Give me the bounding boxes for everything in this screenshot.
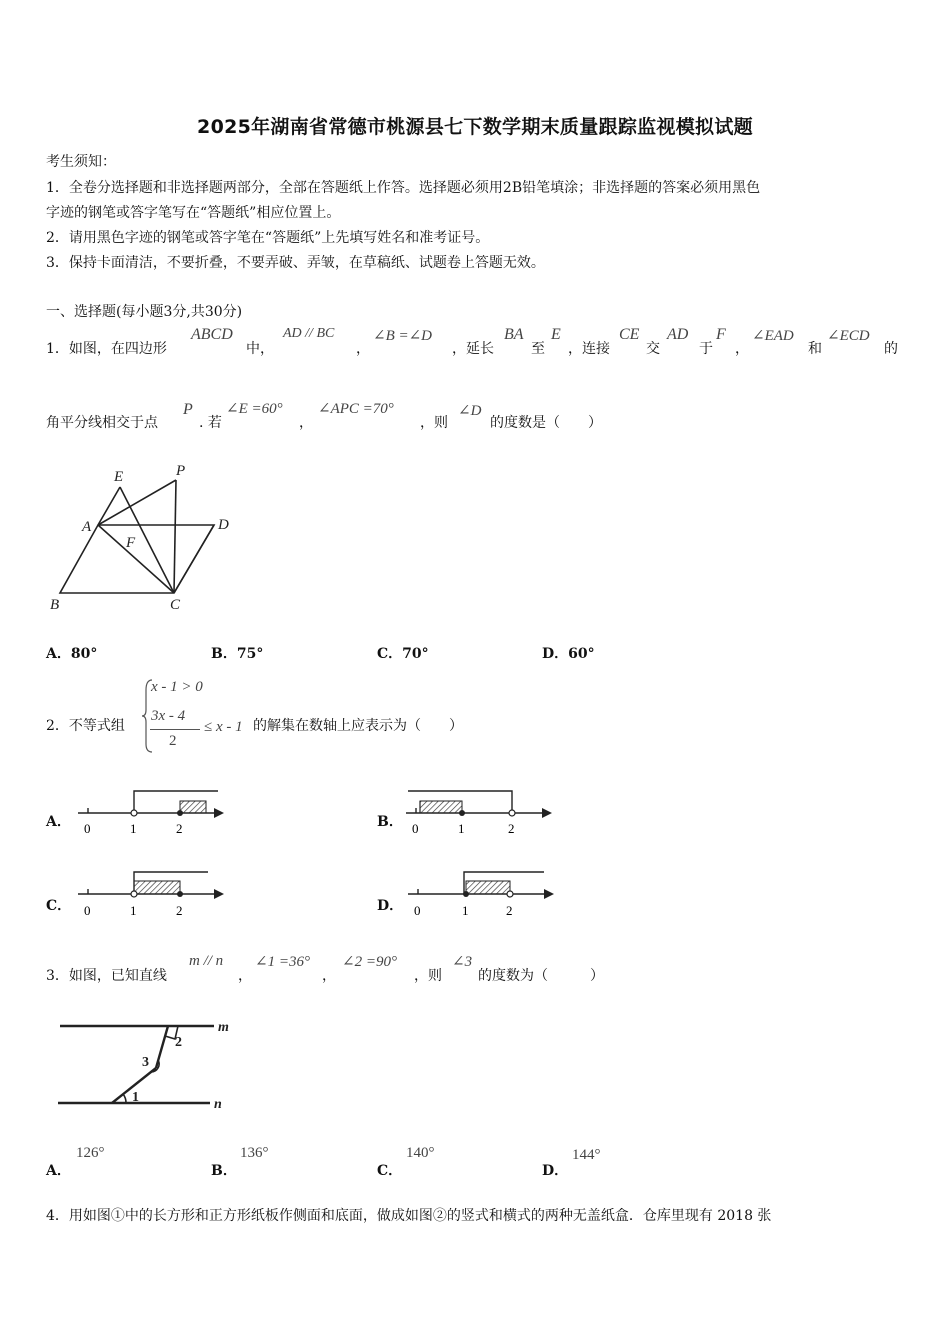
q3-option-d-value[interactable]: 144° [572, 1147, 601, 1163]
q2-option-b-numberline[interactable] [402, 786, 552, 838]
q3-label-3: 3 [142, 1055, 149, 1070]
q1-comma-2: ， [735, 341, 749, 357]
q1-option-d[interactable]: D．60° [542, 646, 595, 662]
q2-number: 2．不等式组 [46, 718, 125, 734]
q1-text-de: 的 [884, 341, 898, 357]
q1-option-a[interactable]: A．80° [46, 646, 98, 662]
q1-f: F [716, 326, 726, 343]
q1-ad-parallel-bc: AD // BC [283, 326, 335, 341]
q3-figure [54, 1010, 244, 1120]
q1-line2-text: 角平分线相交于点 [46, 415, 158, 431]
q3-option-d-label[interactable]: D． [542, 1163, 569, 1179]
q3-text-ze: ，则 [414, 968, 442, 984]
q4-text: 4．用如图①中的长方形和正方形纸板作侧面和底面，做成如图②的竖式和横式的两种无盖纸盒．仓库里现有 2018 张 [46, 1208, 772, 1224]
q1-comma-1: ， [356, 341, 370, 357]
q3-m-parallel-n: m // n [189, 953, 224, 969]
q1-line-dc [174, 525, 214, 593]
q2-d-tick-1: 1 [462, 903, 469, 918]
q2-option-a-numberline[interactable] [74, 786, 224, 838]
q1-abcd: ABCD [191, 326, 233, 343]
q1-angle-apc-70: ∠APC =70° [318, 401, 394, 417]
q3-line-upper-segment [156, 1026, 168, 1068]
q2-a-tick-0: 0 [84, 821, 91, 836]
q3-angle-1-36: ∠1 =36° [255, 954, 310, 970]
q1-option-c[interactable]: C．70° [377, 646, 429, 662]
q1-line-ap [98, 480, 176, 525]
q1-text-ze: ，则 [420, 415, 448, 431]
q2-a-tick-2: 2 [176, 821, 183, 836]
notice-line-2: 2．请用黑色字迹的钢笔或答字笔在“答题纸”上先填写姓名和准考证号。 [46, 230, 490, 246]
q1-ce: CE [619, 326, 640, 343]
q2-fraction-numerator: 3x - 4 [151, 708, 186, 724]
q2-d-tick-2: 2 [506, 903, 513, 918]
q1-number: 1．如图，在四边形 [46, 341, 167, 357]
q2-option-b-label[interactable]: B． [377, 814, 403, 830]
q1-line-ac [98, 525, 174, 593]
notice-line-3: 3．保持卡面清洁，不要折叠，不要弄破、弄皱，在草稿纸、试题卷上答题无效。 [46, 255, 545, 271]
q1-label-p: P [176, 463, 186, 479]
q1-label-a: A [82, 519, 92, 535]
q1-e: E [551, 326, 561, 343]
q3-label-1: 1 [132, 1090, 139, 1105]
q1-text-lianjie: ，连接 [568, 341, 610, 357]
section-heading: 一、选择题(每小题3分,共30分) [46, 304, 243, 320]
q3-label-m: m [218, 1020, 229, 1035]
q3-option-a-label[interactable]: A． [46, 1163, 71, 1179]
q3-option-a-value[interactable]: 126° [76, 1145, 105, 1161]
q2-c-tick-1: 1 [130, 903, 137, 918]
q1-angle-e-60: ∠E =60° [226, 401, 283, 417]
q1-ba: BA [504, 326, 524, 343]
q2-option-c-numberline[interactable] [74, 867, 224, 921]
q1-angle-ead: ∠EAD [752, 328, 794, 344]
q1-angle-d: ∠D [458, 403, 482, 419]
q1-text-he: 和 [808, 341, 822, 357]
q2-inequality-2-rhs: ≤ x - 1 [204, 719, 243, 735]
q1-label-c: C [170, 597, 181, 613]
q2-text: 的解集在数轴上应表示为（ ） [253, 718, 463, 734]
q2-b-tick-2: 2 [508, 821, 515, 836]
q2-option-d-numberline[interactable] [404, 867, 554, 921]
q3-angle-3: ∠3 [452, 954, 473, 970]
q1-angle-ecd: ∠ECD [827, 328, 870, 344]
q3-option-c-value[interactable]: 140° [406, 1145, 435, 1161]
q1-point-p: P [183, 401, 193, 418]
q3-option-b-label[interactable]: B． [211, 1163, 237, 1179]
q2-d-tick-0: 0 [414, 903, 421, 918]
q1-text-zhong: 中， [246, 341, 274, 357]
q2-b-tick-0: 0 [412, 821, 419, 836]
q2-b-tick-1: 1 [458, 821, 465, 836]
q3-option-b-value[interactable]: 136° [240, 1145, 269, 1161]
q3-text: 的度数为（ ） [478, 968, 604, 984]
q1-text-yanchang: ，延长 [452, 341, 494, 357]
notice-line-1-cont: 字迹的钢笔或答字笔写在“答题纸”相应位置上。 [46, 205, 341, 221]
q1-text-jiao: 交 [646, 341, 660, 357]
q3-arc-1 [123, 1094, 126, 1103]
q1-angle-b-eq-d: ∠B =∠D [373, 328, 433, 344]
q1-comma-3: ， [299, 415, 313, 431]
q3-comma-2: ， [322, 968, 336, 984]
q1-label-b: B [50, 597, 60, 613]
q2-option-d-label[interactable]: D． [377, 898, 404, 914]
q1-text-end: 的度数是（ ） [490, 415, 602, 431]
q2-fraction-denominator: 2 [169, 733, 177, 749]
q2-inequality-1: x - 1 > 0 [151, 679, 203, 695]
q2-option-c-label[interactable]: C． [46, 898, 72, 914]
q3-comma-1: ， [238, 968, 252, 984]
q1-ad: AD [667, 326, 689, 343]
notice-line-1: 1．全卷分选择题和非选择题两部分，全部在答题纸上作答。选择题必须用2B铅笔填涂；非选择题的答案必须用黑色 [46, 180, 761, 196]
q2-a-tick-1: 1 [130, 821, 137, 836]
q2-fraction-bar [150, 729, 200, 730]
q3-angle-2-90: ∠2 =90° [342, 954, 397, 970]
q1-option-b[interactable]: B．75° [211, 646, 264, 662]
q1-figure [40, 455, 240, 620]
q1-label-e: E [114, 469, 124, 485]
q1-label-d: D [218, 517, 229, 533]
q1-line-pc [174, 480, 176, 593]
q2-c-tick-0: 0 [84, 903, 91, 918]
q1-text-zhi: 至 [531, 341, 545, 357]
q1-label-f: F [126, 535, 136, 551]
q3-label-n: n [214, 1097, 222, 1112]
q1-text-yu: 于 [699, 341, 713, 357]
q3-label-2: 2 [175, 1035, 182, 1050]
q1-text-ruo: . 若 [199, 415, 222, 431]
page-title: 2025年湖南省常德市桃源县七下数学期末质量跟踪监视模拟试题 [197, 116, 753, 138]
q3-number: 3．如图，已知直线 [46, 968, 167, 984]
notice-heading: 考生须知： [46, 154, 116, 170]
q3-option-c-label[interactable]: C． [377, 1163, 403, 1179]
q2-c-tick-2: 2 [176, 903, 183, 918]
q2-option-a-label[interactable]: A． [46, 814, 71, 830]
